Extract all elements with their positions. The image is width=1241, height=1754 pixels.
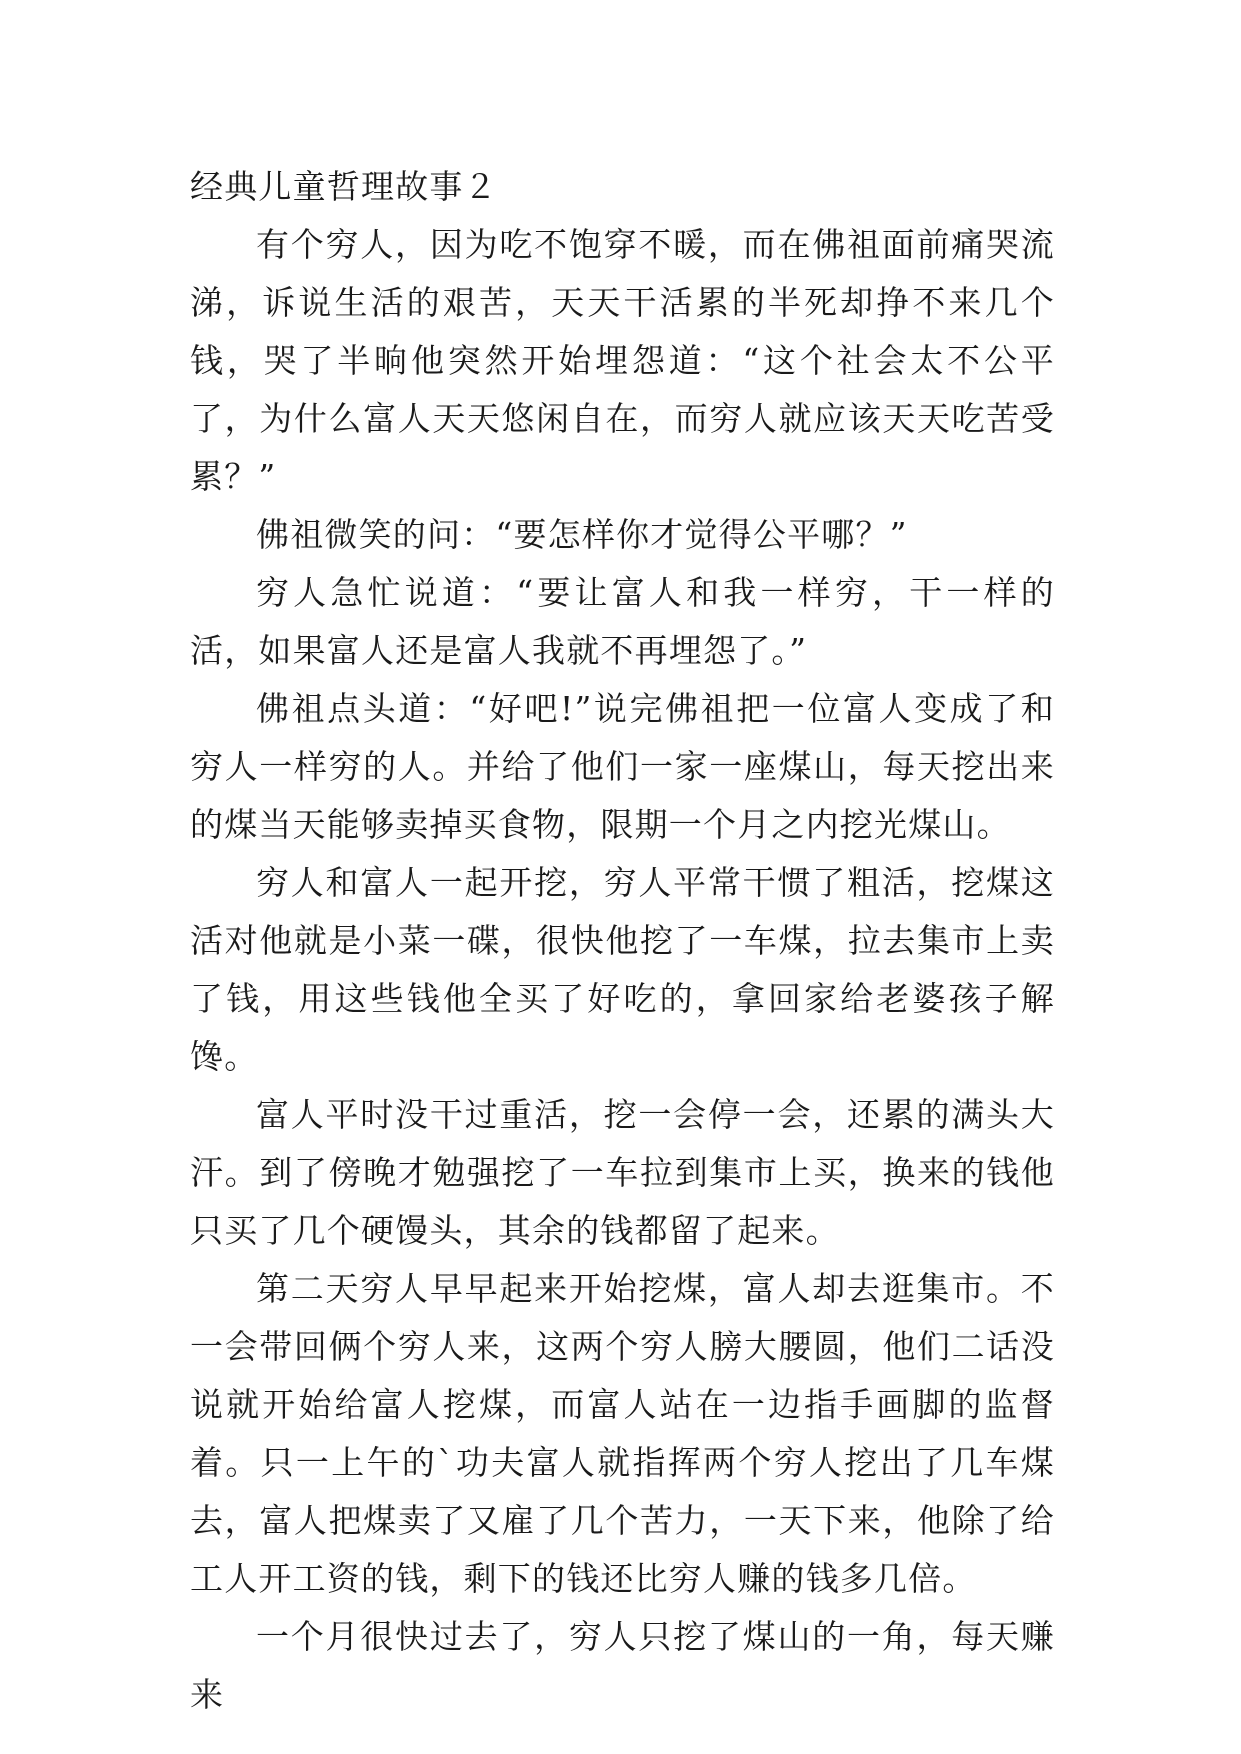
- paragraph: 佛祖点头道：“好吧!”说完佛祖把一位富人变成了和穷人一样穷的人。并给了他们一家一座煤山，每天挖出来的煤当天能够卖掉买食物，限期一个月之内挖光煤山。: [190, 689, 1055, 844]
- paragraph: 穷人急忙说道：“要让富人和我一样穷，干一样的活，如果富人还是富人我就不再埋怨了。”: [190, 573, 1055, 670]
- paragraph: 有个穷人，因为吃不饱穿不暖，而在佛祖面前痛哭流涕，诉说生活的艰苦，天天干活累的半死却挣不来几个钱，哭了半晌他突然开始埋怨道：“这个社会太不公平了，为什么富人天天悠闲自在，而穷人就应该天天吃苦受累？”: [190, 225, 1055, 496]
- document-title: 经典儿童哲理故事２: [190, 167, 498, 206]
- paragraph: 佛祖微笑的问：“要怎样你才觉得公平哪？”: [256, 515, 908, 554]
- paragraph: 穷人和富人一起开挖，穷人平常干惯了粗活，挖煤这活对他就是小菜一碟，很快他挖了一车煤，拉去集市上卖了钱，用这些钱他全买了好吃的，拿回家给老婆孩子解馋。: [190, 863, 1055, 1076]
- paragraph: 一个月很快过去了，穷人只挖了煤山的一角，每天赚来: [190, 1617, 1055, 1714]
- paragraph: 第二天穷人早早起来开始挖煤，富人却去逛集市。不一会带回俩个穷人来，这两个穷人膀大腰圆，他们二话没说就开始给富人挖煤，而富人站在一边指手画脚的监督着。只一上午的`功夫富人就指挥两个穷人挖出了几车煤去，富人把煤卖了又雇了几个苦力，一天下来，他除了给工人开工资的钱，剩下的钱还比穷人赚的钱多几倍。: [190, 1269, 1055, 1598]
- paragraph: 富人平时没干过重活，挖一会停一会，还累的满头大汗。到了傍晚才勉强挖了一车拉到集市上买，换来的钱他只买了几个硬馒头，其余的钱都留了起来。: [190, 1095, 1055, 1250]
- document-body: [190, 158, 1055, 1724]
